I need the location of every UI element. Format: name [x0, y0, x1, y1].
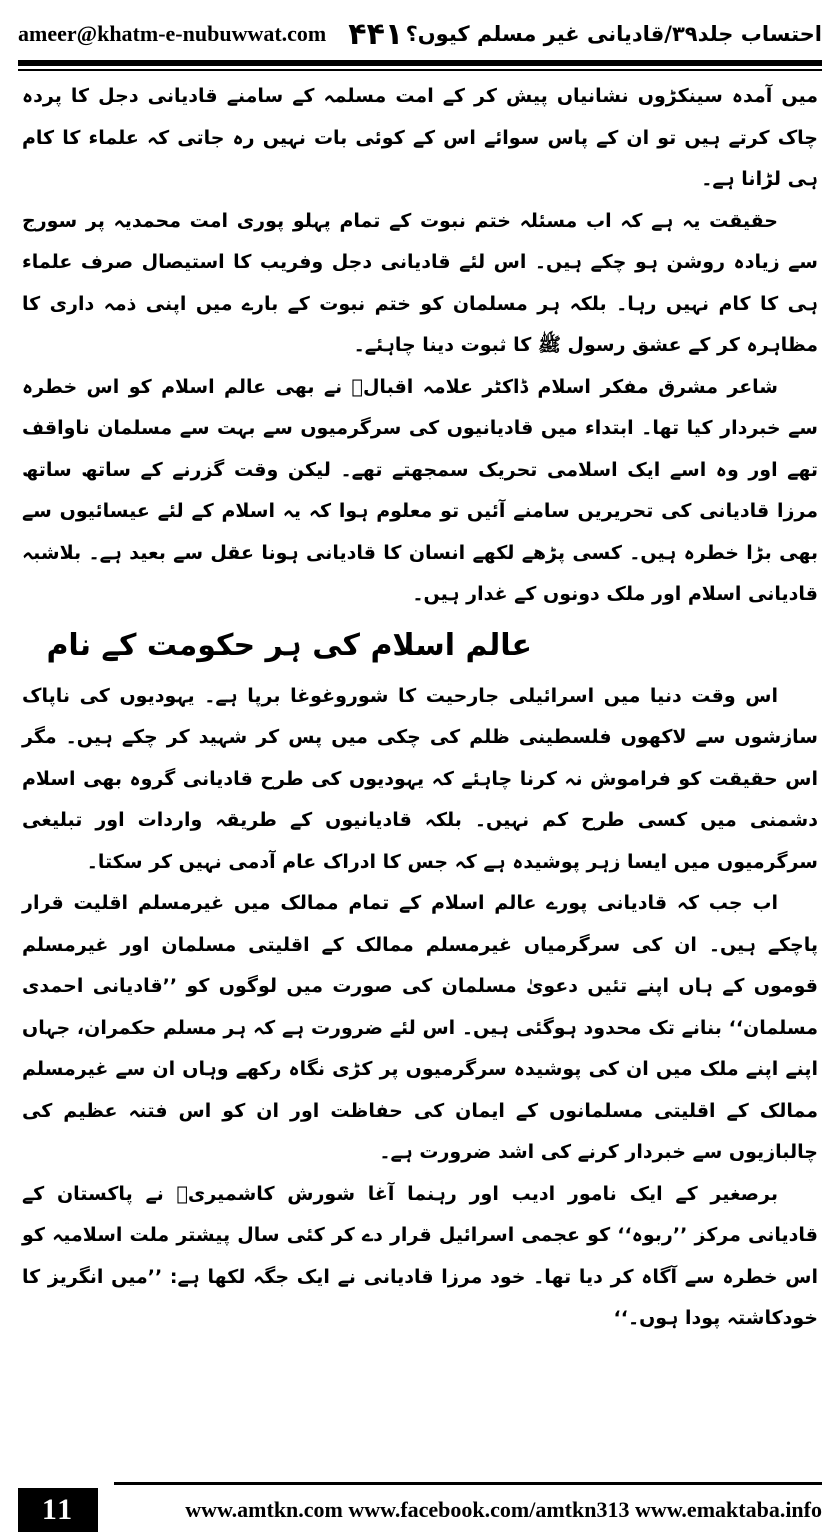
paragraph-1: میں آمدہ سینکڑوں نشانیاں پیش کر کے امت مسلمہ کے سامنے قادیانی دجل کا پردہ چاک کرتے ہیں تو ان کے پاس سوائے اس کے کوئی بات نہیں رہ جاتی کہ علماء کا کام ہی لڑانا ہے۔ — [22, 85, 818, 190]
section-heading: عالم اسلام کی ہر حکومت کے نام — [46, 627, 532, 663]
footer-rule — [114, 1482, 822, 1485]
footer-urls[interactable]: www.amtkn.com www.facebook.com/amtkn313 www.emaktaba.info — [185, 1497, 822, 1522]
paragraph-4: اس وقت دنیا میں اسرائیلی جارحیت کا شوروغوغا برپا ہے۔ یہودیوں کی ناپاک سازشوں سے لاکھوں فلسطینی ظلم کی چکی میں پس کر شہید کر چکے ہیں۔ مگر اس حقیقت کو فراموش نہ کرنا چاہئے کہ یہودیوں کی طرح قادیانی گروہ بھی اسلام دشمنی میں کسی طرح کم نہیں۔ بلکہ قادیانیوں کے طریقہ واردات اور تبلیغی سرگرمیوں میں ایسا زہر پوشیدہ ہے کہ جس کا ادراک عام آدمی نہیں کر سکتا۔ — [22, 684, 818, 873]
paragraph-5: اب جب کہ قادیانی پورے عالم اسلام کے تمام ممالک میں غیرمسلم اقلیت قرار پاچکے ہیں۔ ان کی سرگرمیاں غیرمسلم ممالک کے اقلیتی مسلمان اور غیرمسلم قوموں کے ہاں اپنے تئیں دعویٰ مسلمان کی صورت میں لوگوں کو ’’قادیانی احمدی مسلمان‘‘ بنانے تک محدود ہوگئی ہیں۔ اس لئے ضرورت ہے کہ ہر مسلم حکمران، جہاں اپنے اپنے ملک میں ان کی پوشیدہ سرگرمیوں پر کڑی نگاہ رکھے وہاں ان سے غیرمسلم ممالک کے اقلیتی مسلمانوں کے ایمان کی حفاظت اور ان کو اس فتنہ عظیم کی چالبازیوں سے خبردار کرنے کی اشد ضرورت ہے۔ — [22, 892, 818, 1163]
book-title: احتساب جلد۳۹/قادیانی غیر مسلم کیوں؟ — [405, 22, 822, 46]
paragraph-2: حقیقت یہ ہے کہ اب مسئلہ ختم نبوت کے تمام پہلو پوری امت محمدیہ پر سورج سے زیادہ روشن ہو چکے ہیں۔ اس لئے قادیانی دجل وفریب کا استیصال صرف علماء ہی کا کام نہیں رہا۔ بلکہ ہر مسلمان کو ختم نبوت کے بارے میں اپنی ذمہ داری کا مظاہرہ کر کے عشق رسول ﷺ کا ثبوت دینا چاہئے۔ — [22, 209, 818, 356]
paragraph-6: برصغیر کے ایک نامور ادیب اور رہنما آغا شورش کاشمیریؒ نے پاکستان کے قادیانی مرکز ’’ربوہ‘‘ کو عجمی اسرائیل قرار دے کر کئی سال پیشتر ملت اسلامیہ کو اس خطرہ سے آگاہ کر دیا تھا۔ خود مرزا قادیانی نے ایک جگہ لکھا ہے: ’’میں انگریز کا خودکاشتہ پودا ہوں۔‘‘ — [22, 1182, 818, 1329]
header-rule-thin — [18, 69, 822, 71]
header-rule-thick — [18, 60, 822, 66]
page-number: ۴۴۱ — [348, 16, 404, 52]
header-left — [18, 17, 403, 52]
page-footer — [18, 1482, 822, 1532]
paragraph-3: شاعر مشرق مفکر اسلام ڈاکٹر علامہ اقبالؒ نے بھی عالم اسلام کو اس خطرہ سے خبردار کیا تھا۔ ابتداء میں قادیانیوں کی سرگرمیوں سے بہت سے مسلمان ناواقف تھے اور وہ اسے ایک اسلامی تحریک سمجھتے تھے۔ لیکن وقت گزرنے کے ساتھ ساتھ مرزا قادیانی کی تحریریں سامنے آئیں تو معلوم ہوا کہ یہ اسلام کے لئے عیسائیوں سے بھی بڑا خطرہ ہیں۔ کسی پڑھے لکھے انسان کا قادیانی ہونا عقل سے بعید ہے۔ بلاشبہ قادیانی اسلام اور ملک دونوں کے غدار ہیں۔ — [22, 375, 818, 605]
footer-page-index: 11 — [18, 1488, 98, 1532]
page-body — [22, 76, 818, 1340]
header-email: ameer@khatm-e-nubuwwat.com — [18, 21, 327, 46]
page-header — [18, 10, 822, 58]
